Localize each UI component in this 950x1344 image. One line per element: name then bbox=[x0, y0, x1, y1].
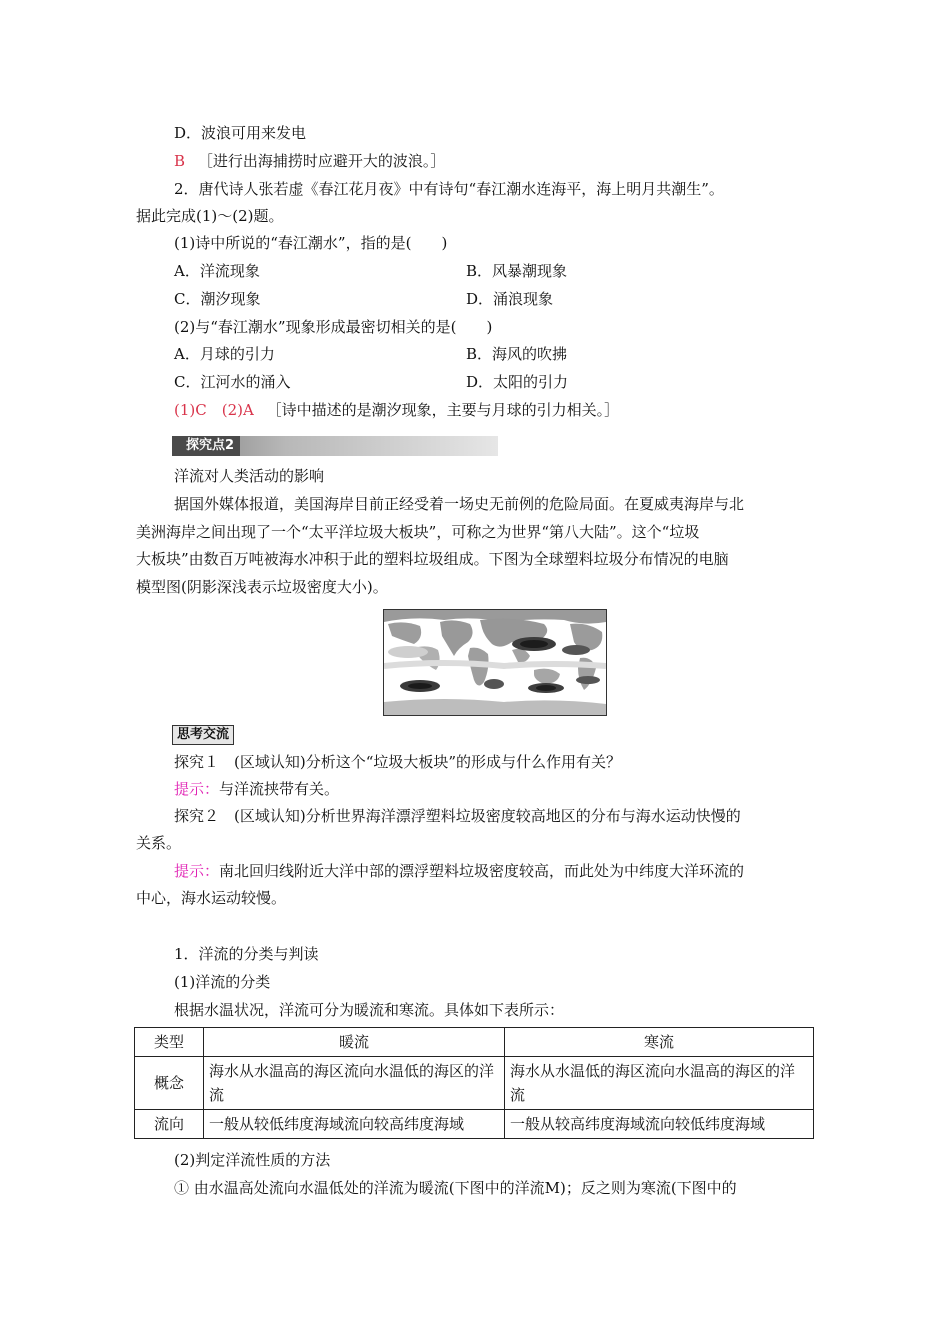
option-d: D．涌浪现象 bbox=[466, 290, 554, 308]
hint-label: 提示： bbox=[174, 780, 220, 798]
paragraph-line: 模型图(阴影深浅表示垃圾密度大小)。 bbox=[136, 578, 388, 596]
question-2-stem-cont: 据此完成(1)～(2)题。 bbox=[136, 207, 284, 225]
option-b: B．海风的吹拂 bbox=[466, 345, 568, 363]
section-banner bbox=[172, 436, 498, 456]
paragraph-line: 据国外媒体报道，美国海岸目前正经受着一场史无前例的危险局面。在夏威夷海岸与北 bbox=[174, 495, 745, 513]
explore-question-1: 探究１ (区域认知)分析这个“垃圾大板块”的形成与什么作用有关？ bbox=[174, 753, 622, 771]
current-type-table bbox=[134, 1027, 814, 1139]
option-d: D．波浪可用来发电 bbox=[174, 124, 307, 142]
knowledge-intro: 根据水温状况，洋流可分为暖流和寒流。具体如下表所示： bbox=[174, 1001, 565, 1019]
hint-label: 提示： bbox=[174, 862, 220, 880]
table-row bbox=[135, 1110, 814, 1139]
answer-line-1 bbox=[174, 151, 445, 171]
section-title: 洋流对人类活动的影响 bbox=[174, 467, 325, 485]
world-plastic-density-map bbox=[383, 609, 607, 716]
table-cell: 一般从较低纬度海域流向较高纬度海域 bbox=[204, 1110, 505, 1139]
table-row bbox=[135, 1057, 814, 1110]
think-exchange-label: 思考交流 bbox=[172, 725, 234, 745]
option-a: A．洋流现象 bbox=[174, 262, 260, 280]
explore-answer-2-cont: 中心，海水运动较慢。 bbox=[136, 889, 287, 907]
table-cell: 流向 bbox=[135, 1110, 204, 1139]
answer-explanation: ［进行出海捕捞时应避开大的波浪。］ bbox=[197, 152, 446, 170]
hint-text: 南北回归线附近大洋中部的漂浮塑料垃圾密度较高，而此处为中纬度大洋环流的 bbox=[219, 862, 745, 880]
answer-key: (1)C (2)A bbox=[174, 401, 254, 419]
answer-line-2 bbox=[174, 400, 619, 420]
explore-question-2-cont: 关系。 bbox=[136, 834, 182, 852]
world-map-graphic bbox=[384, 610, 606, 715]
table-header-row bbox=[135, 1028, 814, 1057]
method-line: ① 由水温高处流向水温低处的洋流为暖流(下图中的洋流M)；反之则为寒流(下图中的 bbox=[174, 1179, 737, 1197]
table-header: 类型 bbox=[135, 1028, 204, 1057]
table-header: 寒流 bbox=[505, 1028, 814, 1057]
table-cell: 海水从水温高的海区流向水温低的海区的洋流 bbox=[204, 1057, 505, 1110]
answer-key: B bbox=[174, 152, 186, 170]
explore-answer-2 bbox=[174, 861, 744, 881]
section-banner-label: 探究点2 bbox=[172, 436, 240, 456]
question-2-stem: 2．唐代诗人张若虚《春江花月夜》中有诗句“春江潮水连海平，海上明月共潮生”。 bbox=[174, 180, 724, 198]
paragraph-line: 大板块”由数百万吨被海水冲积于此的塑料垃圾组成。下图为全球塑料垃圾分布情况的电脑 bbox=[136, 550, 729, 568]
sub-question-1: (1)诗中所说的“春江潮水”，指的是( ) bbox=[174, 234, 448, 252]
option-c: C．江河水的涌入 bbox=[174, 373, 291, 391]
knowledge-subheading: (1)洋流的分类 bbox=[174, 973, 271, 991]
table-header: 暖流 bbox=[204, 1028, 505, 1057]
table-cell: 海水从水温低的海区流向水温高的海区的洋流 bbox=[505, 1057, 814, 1110]
paragraph-line: 美洲海岸之间出现了一个“太平洋垃圾大板块”，可称之为世界“第八大陆”。这个“垃圾 bbox=[136, 523, 700, 541]
option-d: D．太阳的引力 bbox=[466, 373, 569, 391]
sub-question-2: (2)与“春江潮水”现象形成最密切相关的是( ) bbox=[174, 318, 493, 336]
table-cell: 一般从较高纬度海域流向较低纬度海域 bbox=[505, 1110, 814, 1139]
table-cell: 概念 bbox=[135, 1057, 204, 1110]
option-b: B．风暴潮现象 bbox=[466, 262, 568, 280]
knowledge-subheading: (2)判定洋流性质的方法 bbox=[174, 1151, 331, 1169]
answer-explanation: ［诗中描述的是潮汐现象，主要与月球的引力相关。］ bbox=[266, 401, 620, 419]
knowledge-heading: 1．洋流的分类与判读 bbox=[174, 945, 319, 963]
option-a: A．月球的引力 bbox=[174, 345, 275, 363]
explore-question-2: 探究２ (区域认知)分析世界海洋漂浮塑料垃圾密度较高地区的分布与海水运动快慢的 bbox=[174, 807, 741, 825]
explore-answer-1 bbox=[174, 779, 339, 799]
option-c: C．潮汐现象 bbox=[174, 290, 261, 308]
hint-text: 与洋流挟带有关。 bbox=[219, 780, 340, 798]
